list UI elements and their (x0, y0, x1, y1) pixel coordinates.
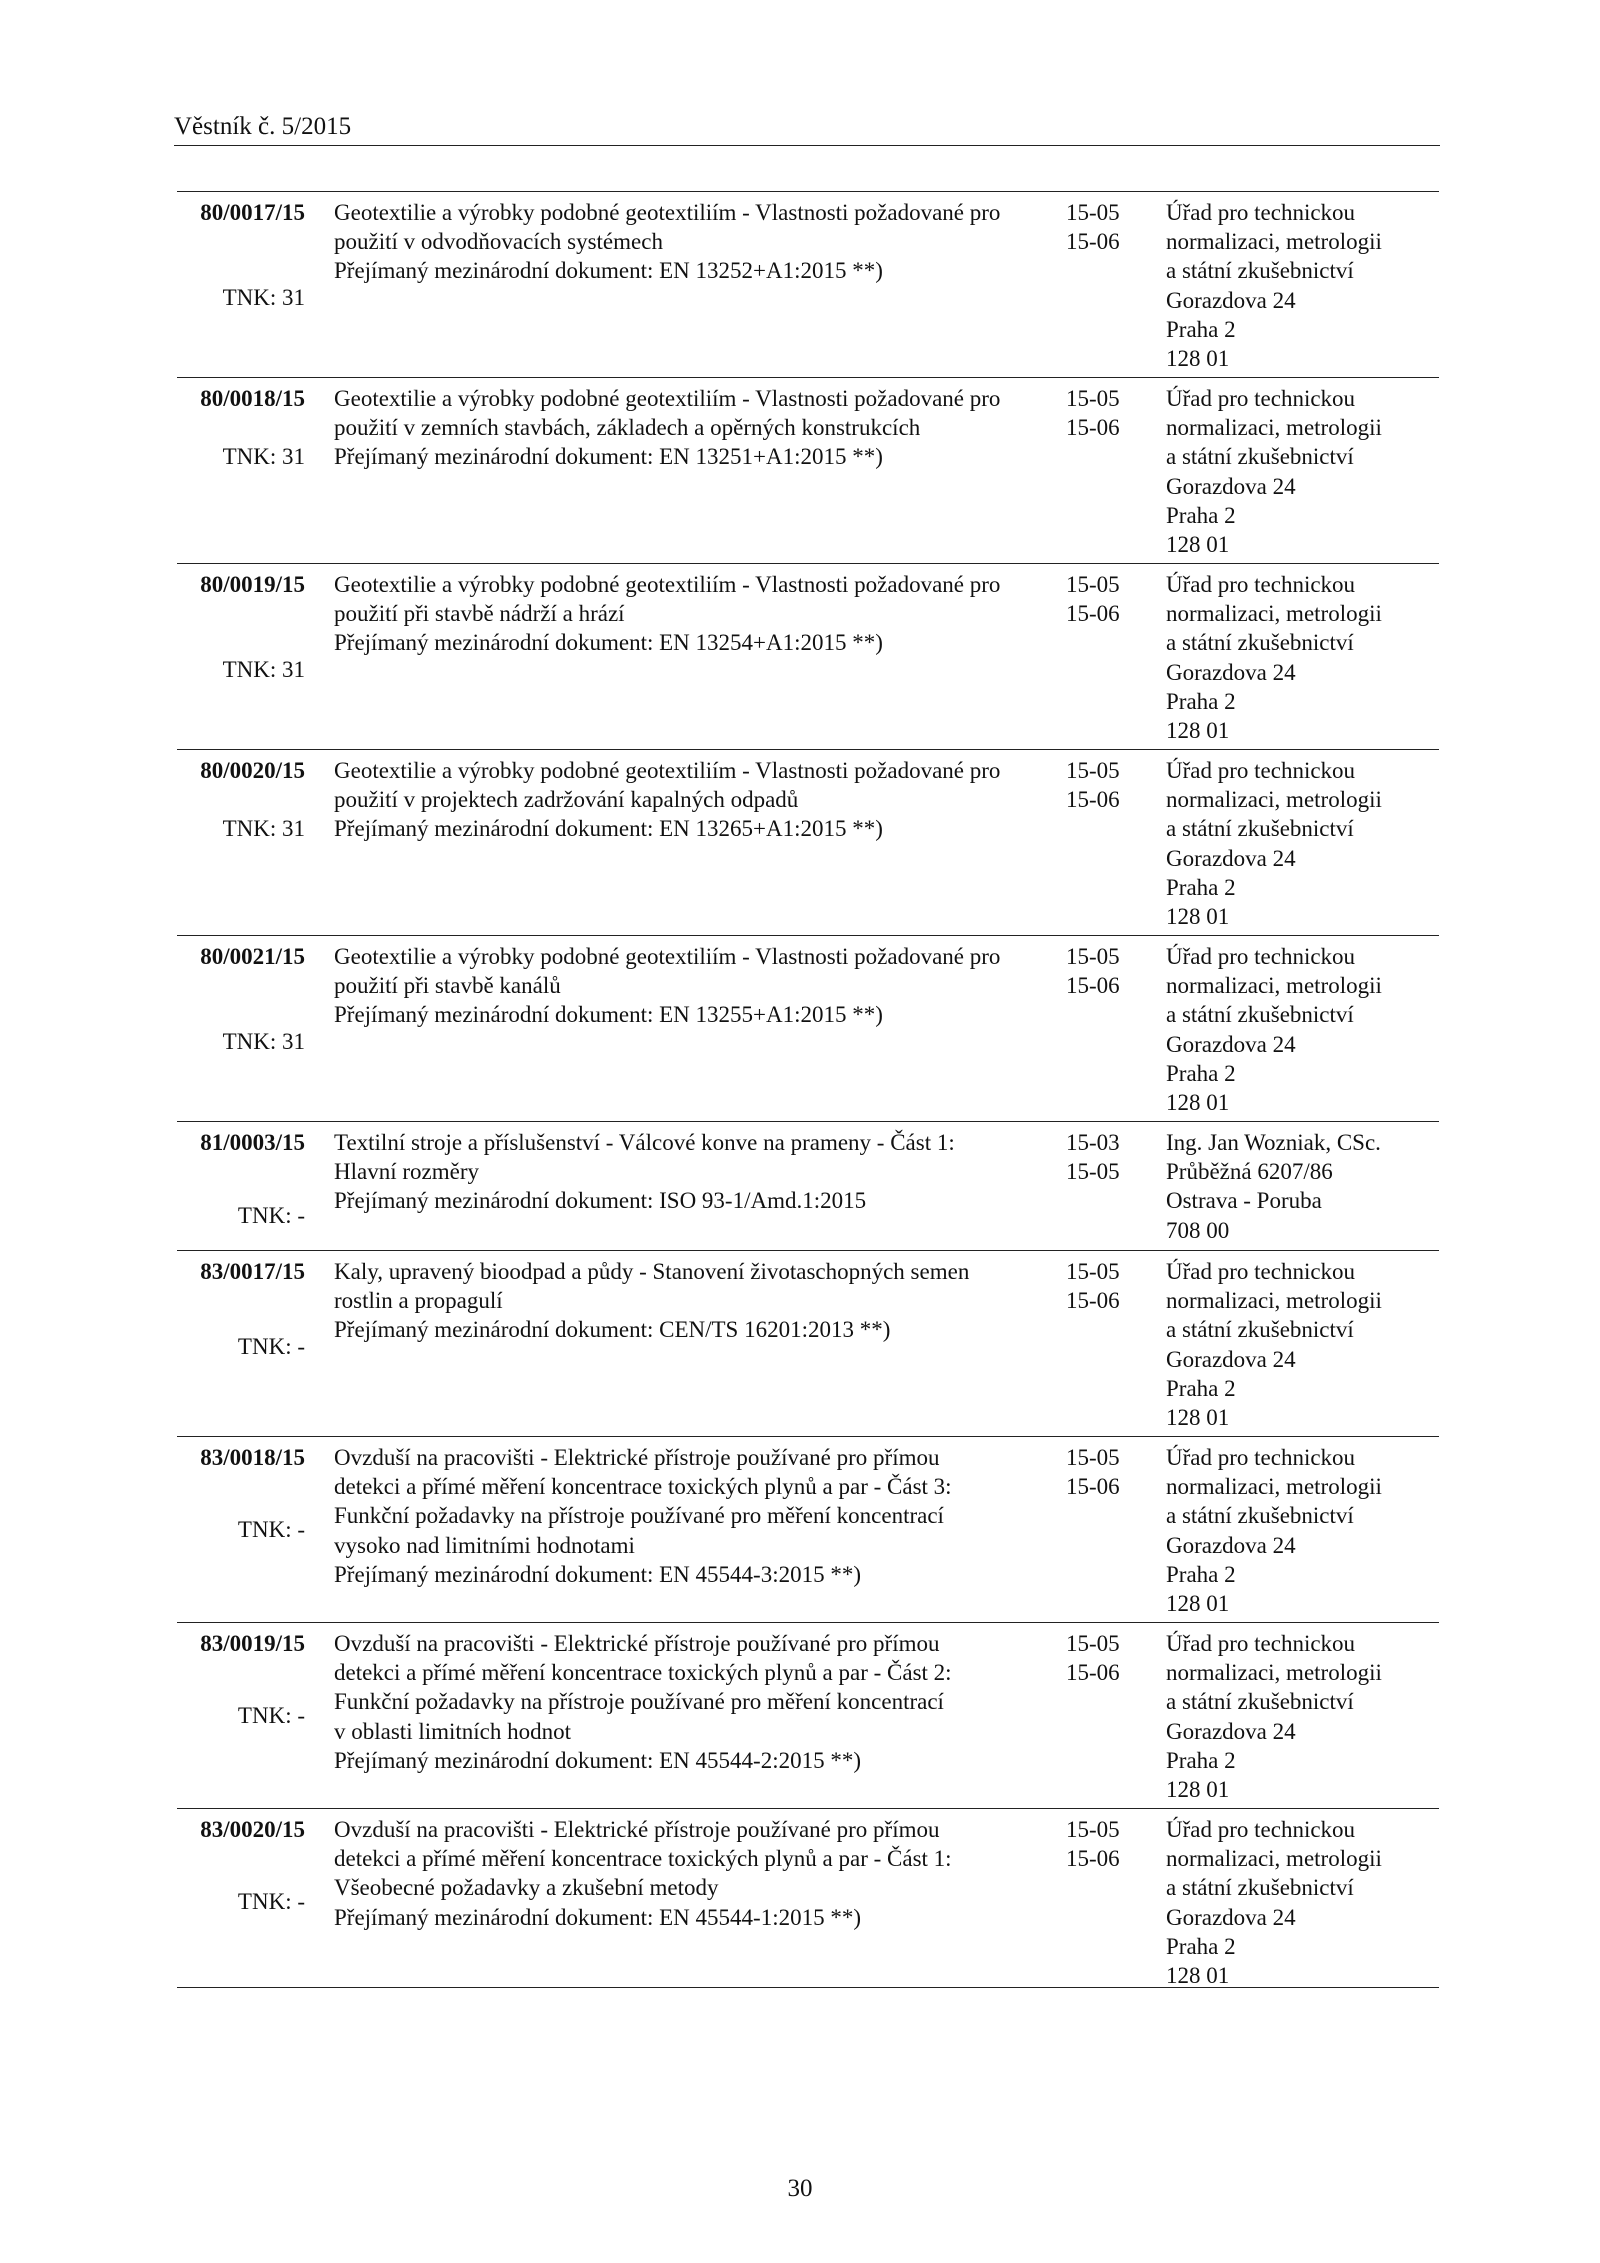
address-line: normalizaci, metrologii (1166, 1660, 1382, 1686)
address-line: a státní zkušebnictví (1166, 1317, 1354, 1343)
standard-title-line: Přejímaný mezinárodní dokument: CEN/TS 16201:2013 **) (334, 1317, 891, 1343)
address-line: 128 01 (1166, 1963, 1230, 1989)
classification-code: 15-05 (1066, 944, 1120, 969)
standard-title-line: Přejímaný mezinárodní dokument: EN 45544-1:2015 **) (334, 1904, 861, 1930)
standard-id: 83/0018/15 (200, 1445, 305, 1470)
address-line: Ostrava - Poruba (1166, 1188, 1322, 1214)
standard-title-line: použití v odvodňovacích systémech (334, 229, 663, 255)
standard-title-line: Geotextilie a výrobky podobné geotextiliím - Vlastnosti požadované pro (334, 386, 1001, 411)
standard-title-line: Geotextilie a výrobky podobné geotextiliím - Vlastnosti požadované pro (334, 572, 1001, 597)
address-line: normalizaci, metrologii (1166, 1474, 1382, 1500)
processor-address (1166, 384, 1436, 559)
standard-title-line: Ovzduší na pracovišti - Elektrické přístroje používané pro přímou (334, 1631, 940, 1656)
classification-codes (1066, 198, 1146, 256)
address-line: Gorazdova 24 (1166, 1031, 1296, 1057)
table-row (177, 750, 1439, 936)
standard-title-line: detekci a přímé měření koncentrace toxických plynů a par - Část 2: (334, 1660, 952, 1686)
classification-code: 15-05 (1066, 758, 1120, 783)
classification-code: 15-03 (1066, 1130, 1120, 1155)
address-line: normalizaci, metrologii (1166, 415, 1382, 441)
classification-code: 15-05 (1066, 1445, 1120, 1470)
standard-id: 80/0017/15 (200, 200, 305, 225)
address-line: a státní zkušebnictví (1166, 1002, 1354, 1028)
standard-id: 83/0019/15 (200, 1631, 305, 1656)
classification-codes (1066, 384, 1146, 442)
address-line: 128 01 (1166, 1777, 1230, 1803)
standard-title-line: Geotextilie a výrobky podobné geotextiliím - Vlastnosti požadované pro (334, 758, 1001, 783)
tnk-label: TNK: - (237, 1203, 305, 1228)
tnk-label: TNK: 31 (222, 1029, 305, 1054)
standards-table (177, 191, 1439, 1988)
address-line: 128 01 (1166, 1591, 1230, 1617)
classification-code: 15-05 (1066, 200, 1120, 225)
address-line: normalizaci, metrologii (1166, 229, 1382, 255)
standard-title-line: v oblasti limitních hodnot (334, 1718, 572, 1744)
classification-codes (1066, 1128, 1146, 1186)
tnk-label: TNK: - (237, 1334, 305, 1359)
standard-title-line: použití při stavbě kanálů (334, 973, 561, 999)
address-line: Úřad pro technickou (1166, 944, 1356, 969)
standard-title-line: Funkční požadavky na přístroje používané pro měření koncentrací (334, 1503, 944, 1529)
address-line: Gorazdova 24 (1166, 845, 1296, 871)
standard-title-line: Přejímaný mezinárodní dokument: EN 13252+A1:2015 **) (334, 258, 883, 284)
standard-title-line: Ovzduší na pracovišti - Elektrické přístroje používané pro přímou (334, 1817, 940, 1842)
table-row (177, 936, 1439, 1122)
standard-title-line: rostlin a propagulí (334, 1288, 503, 1314)
page-number: 30 (787, 2175, 813, 2202)
classification-codes (1066, 1257, 1146, 1315)
standard-title-line: použití při stavbě nádrží a hrází (334, 601, 625, 627)
classification-code: 15-05 (1066, 572, 1120, 597)
classification-codes (1066, 1443, 1146, 1501)
address-line: Úřad pro technickou (1166, 1817, 1356, 1842)
processor-address (1166, 1128, 1436, 1245)
classification-code: 15-05 (1066, 1159, 1120, 1185)
standard-id: 81/0003/15 (200, 1130, 305, 1155)
address-line: Úřad pro technickou (1166, 200, 1356, 225)
standard-id: 80/0020/15 (200, 758, 305, 783)
tnk-label: TNK: - (237, 1703, 305, 1728)
classification-code: 15-06 (1066, 787, 1120, 813)
classification-code: 15-05 (1066, 1631, 1120, 1656)
address-line: normalizaci, metrologii (1166, 1288, 1382, 1314)
standard-title-line: vysoko nad limitními hodnotami (334, 1532, 635, 1558)
table-row (177, 1437, 1439, 1623)
page-header-title: Věstník č. 5/2015 (174, 113, 352, 140)
address-line: Praha 2 (1166, 1933, 1236, 1959)
standard-title-line: Přejímaný mezinárodní dokument: EN 45544-2:2015 **) (334, 1747, 861, 1773)
address-line: normalizaci, metrologii (1166, 601, 1382, 627)
classification-code: 15-06 (1066, 973, 1120, 999)
processor-address (1166, 1629, 1436, 1804)
processor-address (1166, 198, 1436, 373)
standard-title-line: Přejímaný mezinárodní dokument: EN 45544-3:2015 **) (334, 1561, 861, 1587)
table-row (177, 192, 1439, 378)
address-line: Ing. Jan Wozniak, CSc. (1166, 1130, 1381, 1155)
classification-code: 15-05 (1066, 1817, 1120, 1842)
classification-code: 15-05 (1066, 1259, 1120, 1284)
table-row (177, 1623, 1439, 1809)
address-line: a státní zkušebnictví (1166, 1503, 1354, 1529)
standard-title-line: Přejímaný mezinárodní dokument: EN 13251+A1:2015 **) (334, 444, 883, 470)
processor-address (1166, 1443, 1436, 1618)
address-line: Praha 2 (1166, 688, 1236, 714)
address-line: Praha 2 (1166, 1747, 1236, 1773)
standard-title-line: Hlavní rozměry (334, 1159, 479, 1185)
processor-address (1166, 1257, 1436, 1432)
standard-id: 80/0021/15 (200, 944, 305, 969)
classification-code: 15-06 (1066, 1660, 1120, 1686)
address-line: a státní zkušebnictví (1166, 1689, 1354, 1715)
standard-title-line: použití v zemních stavbách, základech a opěrných konstrukcích (334, 415, 921, 441)
standard-title-line: použití v projektech zadržování kapalných odpadů (334, 787, 799, 813)
tnk-label: TNK: - (237, 1889, 305, 1914)
table-row (177, 564, 1439, 750)
address-line: normalizaci, metrologii (1166, 973, 1382, 999)
tnk-label: TNK: 31 (222, 657, 305, 682)
address-line: a státní zkušebnictví (1166, 258, 1354, 284)
classification-codes (1066, 942, 1146, 1000)
classification-codes (1066, 1815, 1146, 1873)
standard-title-line: Přejímaný mezinárodní dokument: ISO 93-1/Amd.1:2015 (334, 1188, 867, 1214)
address-line: Úřad pro technickou (1166, 1445, 1356, 1470)
table-row (177, 1122, 1439, 1251)
tnk-label: TNK: 31 (222, 816, 305, 841)
standard-title-line: Přejímaný mezinárodní dokument: EN 13254+A1:2015 **) (334, 630, 883, 656)
address-line: a státní zkušebnictví (1166, 444, 1354, 470)
standard-title-line: Kaly, upravený bioodpad a půdy - Stanovení životaschopných semen (334, 1259, 970, 1284)
standard-title-line: Geotextilie a výrobky podobné geotextiliím - Vlastnosti požadované pro (334, 200, 1001, 225)
address-line: normalizaci, metrologii (1166, 787, 1382, 813)
address-line: Praha 2 (1166, 1060, 1236, 1086)
standard-title-line: Textilní stroje a příslušenství - Válcové konve na prameny - Část 1: (334, 1130, 955, 1155)
address-line: 128 01 (1166, 904, 1230, 930)
table-row (177, 1251, 1439, 1437)
address-line: 128 01 (1166, 346, 1230, 372)
address-line: Gorazdova 24 (1166, 473, 1296, 499)
table-row (177, 378, 1439, 564)
address-line: a státní zkušebnictví (1166, 816, 1354, 842)
classification-code: 15-06 (1066, 1474, 1120, 1500)
address-line: 128 01 (1166, 1405, 1230, 1431)
address-line: normalizaci, metrologii (1166, 1846, 1382, 1872)
address-line: Praha 2 (1166, 502, 1236, 528)
classification-code: 15-06 (1066, 1846, 1120, 1872)
address-line: Praha 2 (1166, 316, 1236, 342)
tnk-label: TNK: - (237, 1517, 305, 1542)
address-line: Praha 2 (1166, 874, 1236, 900)
classification-code: 15-05 (1066, 386, 1120, 411)
standard-title-line: detekci a přímé měření koncentrace toxických plynů a par - Část 1: (334, 1846, 952, 1872)
address-line: Úřad pro technickou (1166, 386, 1356, 411)
tnk-label: TNK: 31 (222, 285, 305, 310)
address-line: Průběžná 6207/86 (1166, 1159, 1333, 1185)
standard-id: 80/0018/15 (200, 386, 305, 411)
standard-id: 80/0019/15 (200, 572, 305, 597)
address-line: a státní zkušebnictví (1166, 630, 1354, 656)
classification-code: 15-06 (1066, 601, 1120, 627)
address-line: 128 01 (1166, 1090, 1230, 1116)
processor-address (1166, 570, 1436, 745)
address-line: Praha 2 (1166, 1561, 1236, 1587)
classification-code: 15-06 (1066, 1288, 1120, 1314)
standard-title-line: Ovzduší na pracovišti - Elektrické přístroje používané pro přímou (334, 1445, 940, 1470)
standard-id: 83/0020/15 (200, 1817, 305, 1842)
processor-address (1166, 1815, 1436, 1990)
standard-title-line: Všeobecné požadavky a zkušební metody (334, 1875, 719, 1901)
address-line: Gorazdova 24 (1166, 1904, 1296, 1930)
address-line: Praha 2 (1166, 1375, 1236, 1401)
classification-codes (1066, 1629, 1146, 1687)
standard-title-line: Přejímaný mezinárodní dokument: EN 13255+A1:2015 **) (334, 1002, 883, 1028)
standard-id: 83/0017/15 (200, 1259, 305, 1284)
address-line: Gorazdova 24 (1166, 1718, 1296, 1744)
address-line: Gorazdova 24 (1166, 287, 1296, 313)
header-divider (174, 145, 1440, 146)
address-line: Gorazdova 24 (1166, 1346, 1296, 1372)
address-line: Gorazdova 24 (1166, 1532, 1296, 1558)
classification-code: 15-06 (1066, 415, 1120, 441)
address-line: Úřad pro technickou (1166, 758, 1356, 783)
address-line: Gorazdova 24 (1166, 659, 1296, 685)
processor-address (1166, 942, 1436, 1117)
processor-address (1166, 756, 1436, 931)
address-line: 708 00 (1166, 1217, 1230, 1243)
address-line: Úřad pro technickou (1166, 1259, 1356, 1284)
standard-title-line: Funkční požadavky na přístroje používané pro měření koncentrací (334, 1689, 944, 1715)
address-line: 128 01 (1166, 532, 1230, 558)
address-line: Úřad pro technickou (1166, 572, 1356, 597)
address-line: Úřad pro technickou (1166, 1631, 1356, 1656)
classification-codes (1066, 756, 1146, 814)
standard-title-line: Přejímaný mezinárodní dokument: EN 13265+A1:2015 **) (334, 816, 883, 842)
address-line: 128 01 (1166, 718, 1230, 744)
standard-title-line: detekci a přímé měření koncentrace toxických plynů a par - Část 3: (334, 1474, 952, 1500)
classification-code: 15-06 (1066, 229, 1120, 255)
classification-codes (1066, 570, 1146, 628)
address-line: a státní zkušebnictví (1166, 1875, 1354, 1901)
standard-title-line: Geotextilie a výrobky podobné geotextiliím - Vlastnosti požadované pro (334, 944, 1001, 969)
tnk-label: TNK: 31 (222, 444, 305, 469)
table-row (177, 1809, 1439, 1988)
